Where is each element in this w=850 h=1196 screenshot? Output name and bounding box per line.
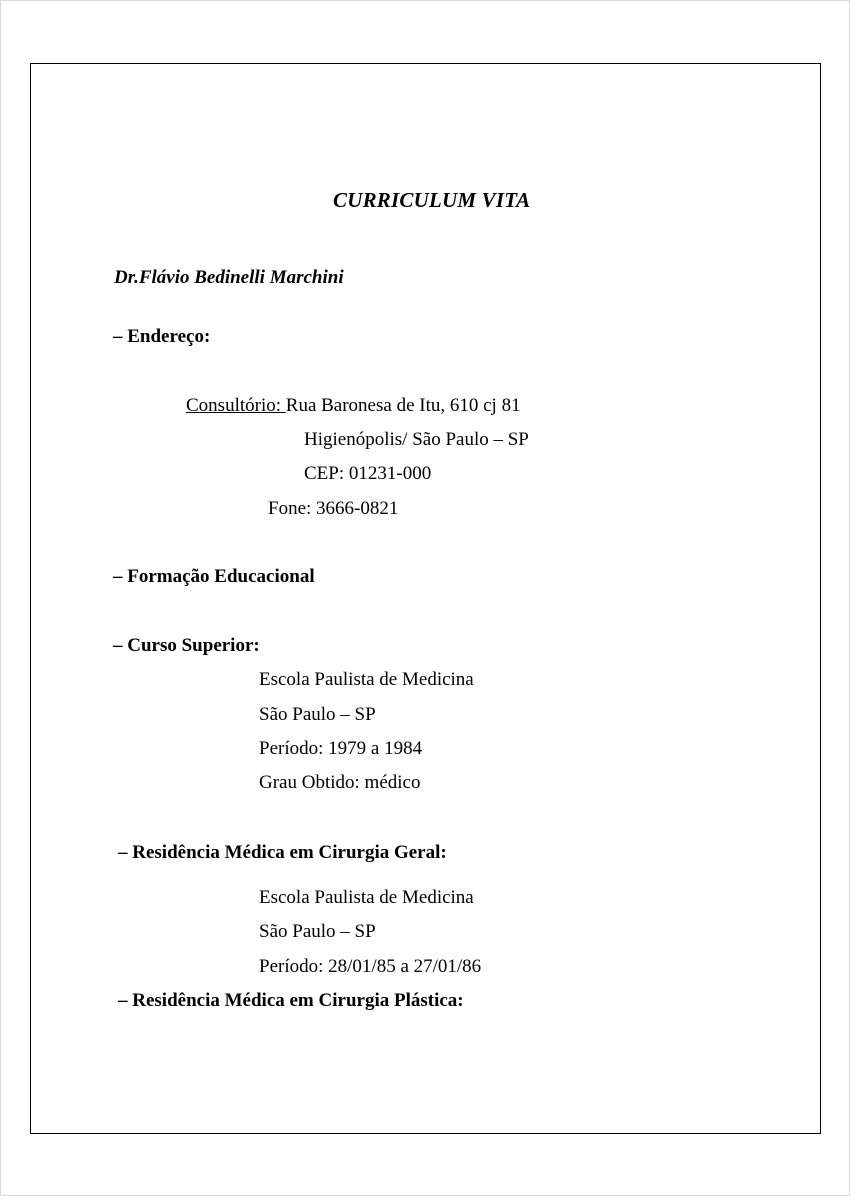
higher-education-city: São Paulo – SP bbox=[259, 704, 376, 725]
office-phone: Fone: 3666-0821 bbox=[268, 498, 399, 519]
higher-education-degree: Grau Obtido: médico bbox=[259, 772, 421, 793]
general-surgery-school: Escola Paulista de Medicina bbox=[259, 887, 474, 908]
office-address-line bbox=[186, 395, 521, 417]
higher-education-period: Período: 1979 a 1984 bbox=[259, 738, 423, 759]
education-heading: – Formação Educacional bbox=[113, 566, 315, 587]
address-heading: – Endereço: bbox=[113, 326, 211, 347]
document-title: CURRICULUM VITA bbox=[333, 188, 531, 212]
higher-education-school: Escola Paulista de Medicina bbox=[259, 669, 474, 690]
office-street: Rua Baronesa de Itu, 610 cj 81 bbox=[285, 395, 521, 416]
general-surgery-period: Período: 28/01/85 a 27/01/86 bbox=[259, 956, 482, 977]
doctor-name: Dr.Flávio Bedinelli Marchini bbox=[114, 267, 344, 288]
office-district: Higienópolis/ São Paulo – SP bbox=[304, 429, 529, 450]
office-cep: CEP: 01231-000 bbox=[304, 463, 432, 484]
general-surgery-heading: – Residência Médica em Cirurgia Geral: bbox=[118, 842, 447, 863]
plastic-surgery-heading: – Residência Médica em Cirurgia Plástica: bbox=[118, 990, 464, 1011]
office-label: Consultório: bbox=[186, 395, 286, 416]
higher-education-heading: – Curso Superior: bbox=[113, 635, 260, 656]
general-surgery-city: São Paulo – SP bbox=[259, 921, 376, 942]
